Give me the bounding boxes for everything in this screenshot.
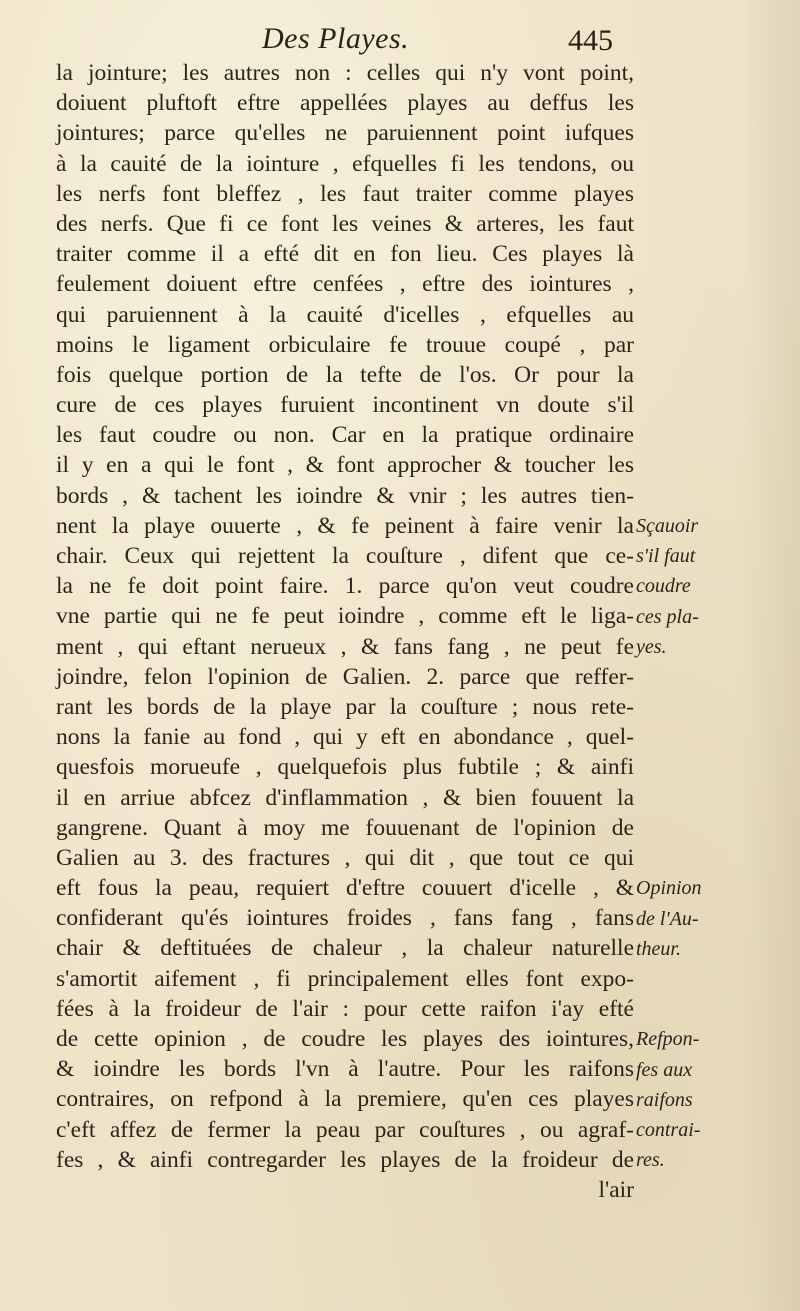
text-line: fées à la froideur de l'air : pour cette raifon i'ay efté [56, 995, 634, 1022]
text-line: vne partie qui ne fe peut ioindre , comme eft le liga- [56, 603, 634, 630]
margin-note: yes. [636, 635, 667, 658]
text-line: chair. Ceux qui rejettent la couſture , difent que ce- [56, 543, 634, 569]
text-line: gangrene. Quant à moy me fouuenant de l'opinion de [56, 814, 634, 841]
margin-note: res. [636, 1149, 665, 1172]
text-line: & ioindre les bords l'vn à l'autre. Pour les raifons [56, 1056, 634, 1083]
text-line: la ne fe doit point faire. 1. parce qu'on veut coudre [56, 573, 634, 600]
margin-note: de l'Au- [636, 907, 699, 930]
margin-note: fes aux [636, 1058, 693, 1081]
text-line: quesfois morueufe , quelquefois plus fubtile ; & ainfi [56, 754, 634, 781]
text-line: à la cauité de la iointure , efquelles fi les tendons, ou [56, 150, 634, 177]
text-line: s'amortit aifement , fi principalement elles font expo- [56, 965, 634, 992]
margin-note: Sçauoir [636, 515, 699, 537]
running-title: Des Playes. [262, 22, 410, 55]
page-number: 445 [568, 24, 613, 57]
text-line: les nerfs font bleffez , les faut traiter comme playes [56, 180, 634, 207]
margin-note: Refpon- [636, 1028, 700, 1051]
text-line: nent la playe ouuerte , & fe peinent à faire venir la [56, 512, 634, 539]
body-text [56, 58, 634, 1205]
text-line: eft fous la peau, requiert d'eftre couuert d'icelle , & [56, 875, 634, 902]
page-edge-shadow [740, 0, 800, 1311]
text-line: c'eft affez de fermer la peau par couſtures , ou agraf- [56, 1116, 634, 1143]
margin-note: ces pla- [636, 605, 699, 628]
text-line: des nerfs. Que fi ce font les veines & arteres, les faut [56, 210, 634, 237]
text-line: il y en a qui le font , & font approcher & toucher les [56, 452, 634, 479]
text-line: la jointure; les autres non : celles qui n'y vont point, [56, 60, 634, 86]
text-line: confiderant qu'és iointures froides , fans fang , fans [56, 905, 634, 932]
text-line: de cette opinion , de coudre les playes des iointures, [56, 1026, 634, 1052]
text-line: cure de ces playes furuient incontinent vn doute s'il [56, 392, 634, 419]
text-line: fes , & ainfi contregarder les playes de la froideur de [56, 1146, 634, 1173]
text-line: traiter comme il a efté dit en fon lieu. Ces playes là [56, 241, 634, 268]
text-line: joindre, felon l'opinion de Galien. 2. parce que reffer- [56, 663, 634, 690]
text-line: qui paruiennent à la cauité d'icelles , efquelles au [56, 301, 634, 328]
text-line: rant les bords de la playe par la couſture ; nous rete- [56, 693, 634, 720]
margin-note: coudre [636, 575, 691, 598]
text-line: moins le ligament orbiculaire fe trouue coupé , par [56, 331, 634, 358]
margin-note: Opinion [636, 877, 702, 900]
text-line: jointures; parce qu'elles ne paruiennent point iufques [56, 120, 634, 147]
text-line: ment , qui eftant nerueux , & fans fang , ne peut fe [56, 633, 634, 660]
margin-note: contrai- [636, 1119, 701, 1141]
text-line: Galien au 3. des fractures , qui dit , que tout ce qui [56, 844, 634, 871]
text-line: l'air [598, 1176, 634, 1203]
margin-note: s'il faut [636, 545, 696, 568]
text-line: bords , & tachent les ioindre & vnir ; les autres tien- [56, 482, 634, 509]
text-line: doiuent pluftoft eftre appellées playes au deffus les [56, 90, 634, 117]
text-line: chair & deftituées de chaleur , la chaleur naturelle [56, 935, 634, 962]
text-line: contraires, on refpond à la premiere, qu'en ces playes [56, 1086, 634, 1113]
text-line: fois quelque portion de la tefte de l'os. Or pour la [56, 361, 634, 388]
text-line: nons la fanie au fond , qui y eft en abondance , quel- [56, 724, 634, 751]
margin-note: raifons [636, 1088, 693, 1111]
text-line: feulement doiuent eftre cenfées , eftre des iointures , [56, 271, 634, 298]
text-line: il en arriue abfcez d'inflammation , & bien fouuent la [56, 784, 634, 811]
margin-note: theur. [636, 937, 681, 960]
text-line: les faut coudre ou non. Car en la pratique ordinaire [56, 422, 634, 449]
